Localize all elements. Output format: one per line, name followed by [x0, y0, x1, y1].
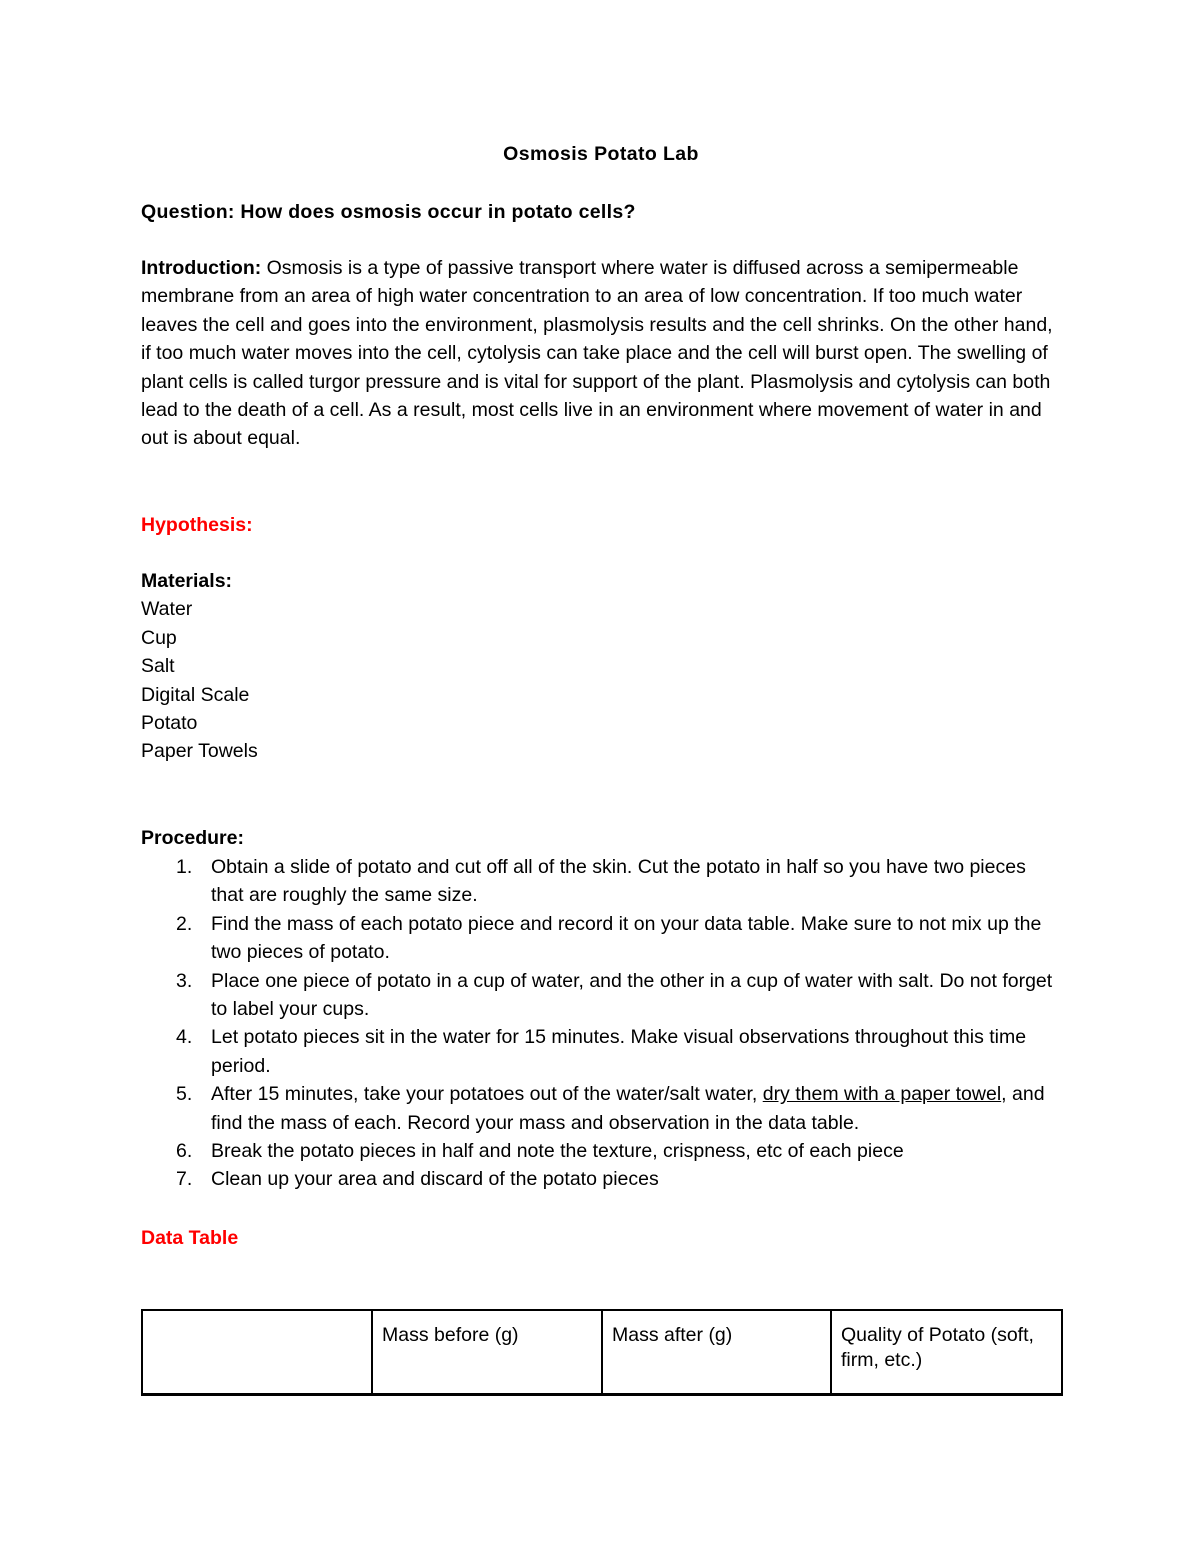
procedure-heading: Procedure: [141, 827, 244, 849]
materials-heading: Materials: [141, 570, 233, 592]
step-number: 5. [176, 1083, 193, 1106]
step-text-post: , and find the mass of each. Record your mass and observation in the data table. [211, 1083, 1045, 1134]
material-item: Cup [141, 626, 177, 649]
table-header-cell: Mass after (g) [602, 1310, 831, 1395]
table-header-row [142, 1310, 1062, 1395]
table-header-cell [142, 1310, 372, 1395]
step-number: 2. [176, 912, 193, 935]
step-text: Find the mass of each potato piece and record it on your data table. Make sure to not mix up the two pieces of potato. [211, 912, 1042, 964]
step-text: Clean up your area and discard of the potato pieces [211, 1168, 659, 1191]
step-text-pre: After 15 minutes, take your potatoes out of the water/salt water, [211, 1083, 763, 1106]
step-text-underlined: dry them with a paper towel [762, 1083, 1002, 1106]
procedure-step [141, 1023, 1061, 1080]
material-item: Potato [141, 711, 198, 734]
introduction-text: Osmosis is a type of passive transport where water is diffused across a semipermeable membrane from an area of high water concentration to an area of low concentration. If too much water leaves the cell and goes into the environment, plasmolysis results and the cell shrinks. On the other hand, if too much water moves into the cell, cytolysis can take place and the cell will burst open. The swelling of plant cells is called turgor pressure and is vital for support of the plant. Plasmolysis and cytolysis can both lead to the death of a cell. As a result, most cells live in an environment where movement of water in and out is about equal. [141, 257, 1053, 450]
step-number: 6. [176, 1140, 193, 1163]
materials-section [141, 567, 1061, 766]
question-line: Question: How does osmosis occur in potato cells? [141, 201, 636, 223]
procedure-list [141, 853, 1061, 1194]
procedure-step [141, 1080, 1061, 1137]
table-header-cell: Quality of Potato (soft, firm, etc.) [831, 1310, 1062, 1395]
procedure-step [141, 1165, 1061, 1193]
step-number: 4. [176, 1026, 193, 1049]
step-text: Obtain a slide of potato and cut off all of the skin. Cut the potato in half so you have two pieces that are roughly the same size. [211, 856, 1026, 907]
introduction-label: Introduction: [141, 257, 262, 279]
step-number: 3. [176, 969, 193, 992]
step-text: Place one piece of potato in a cup of water, and the other in a cup of water with salt. Do not forget to label your cups. [211, 969, 1053, 1021]
introduction-paragraph [141, 254, 1056, 453]
step-number: 7. [176, 1168, 193, 1191]
data-table-heading: Data Table [141, 1227, 239, 1249]
material-item: Digital Scale [141, 683, 250, 706]
data-table [141, 1309, 1063, 1396]
material-item: Salt [141, 655, 175, 678]
step-text: Break the potato pieces in half and note the texture, crispness, etc of each piece [211, 1140, 904, 1163]
step-text: Let potato pieces sit in the water for 15 minutes. Make visual observations throughout this time period. [211, 1026, 1027, 1077]
procedure-step [141, 853, 1061, 910]
hypothesis-heading: Hypothesis: [141, 514, 253, 536]
page-title: Osmosis Potato Lab [503, 143, 699, 165]
procedure-step [141, 1137, 1061, 1165]
table-header-cell: Mass before (g) [372, 1310, 602, 1395]
material-item: Paper Towels [141, 740, 258, 763]
material-item: Water [141, 598, 193, 621]
step-number: 1. [176, 856, 193, 878]
procedure-step [141, 967, 1061, 1024]
procedure-step [141, 910, 1061, 967]
